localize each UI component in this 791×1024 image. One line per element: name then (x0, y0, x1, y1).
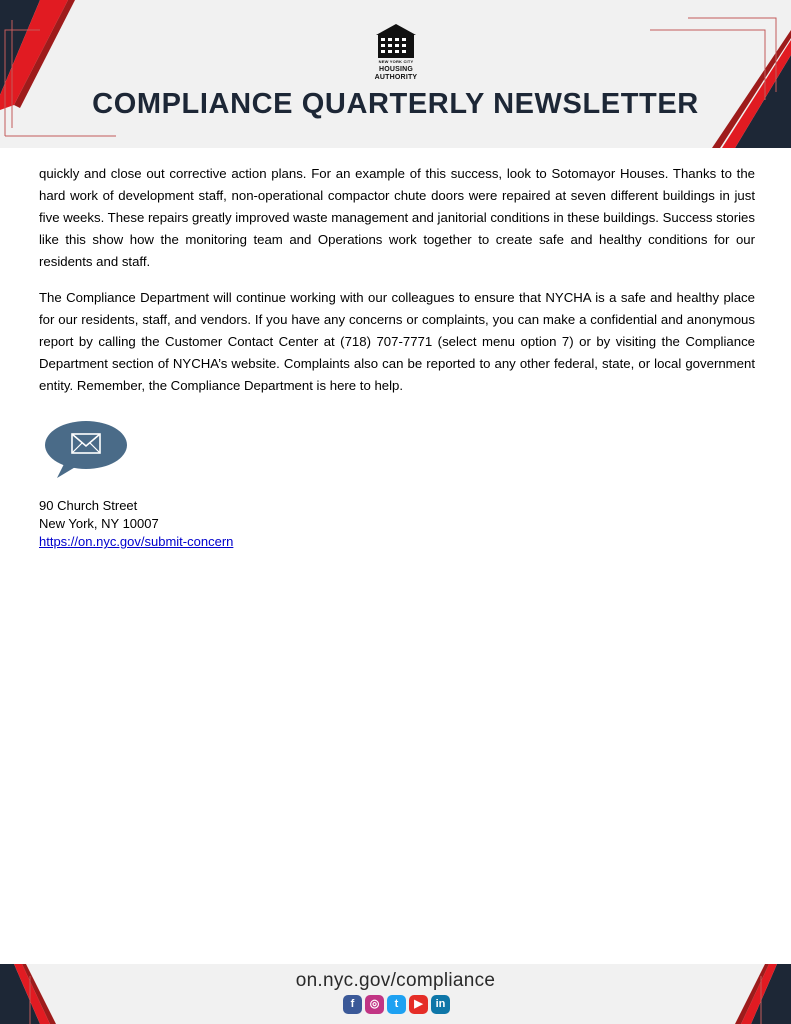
page-header (0, 0, 791, 148)
facebook-icon[interactable]: f (343, 995, 362, 1014)
linkedin-icon[interactable]: in (431, 995, 450, 1014)
submit-concern-link[interactable]: https://on.nyc.gov/submit-concern (39, 534, 234, 549)
logo-wordmark (356, 58, 436, 82)
paragraph: The Compliance Department will continue working with our colleagues to ensure that NYCHA is a safe and healthy place for our residents, staff, and vendors. If you have any concerns or complaints, you can make a confidential and anonymous report by calling the Customer Contact Center at (718) 707-7771 (select menu option 7) or by visiting the Compliance Department section of NYCHA’s website. Complaints also can be reported to any other federal, state, or local government entity. Remember, the Compliance Department is here to help. (39, 290, 755, 393)
footer-url-link[interactable]: on.nyc.gov/compliance (295, 970, 496, 991)
social-links (343, 995, 450, 1014)
page-title: COMPLIANCE QUARTERLY NEWSLETTER (92, 88, 699, 120)
article-body (39, 163, 755, 397)
youtube-icon[interactable]: ▶ (409, 995, 428, 1014)
instagram-icon[interactable]: ◎ (365, 995, 384, 1014)
mail-bubble-icon (43, 420, 129, 480)
logo-line-2: AUTHORITY (374, 74, 418, 81)
contact-address (39, 497, 233, 551)
address-street: 90 Church Street (39, 498, 138, 513)
paragraph: quickly and close out corrective action plans. For an example of this success, look to Sotomayor Houses. Thanks to the hard work of development staff, non-operational compactor chute doors were repaired at seven different buildings in just five weeks. These repairs greatly improved waste management and janitorial conditions in these buildings. Success stories like this show how the monitoring team and Operations work together to create safe and healthy conditions for our residents and staff. (39, 166, 755, 269)
logo-small-text: NEW YORK CITY (378, 59, 414, 64)
logo-line-1: HOUSING (378, 66, 414, 73)
twitter-icon[interactable]: t (387, 995, 406, 1014)
address-city: New York, NY 10007 (39, 516, 159, 531)
page-footer (0, 964, 791, 1024)
